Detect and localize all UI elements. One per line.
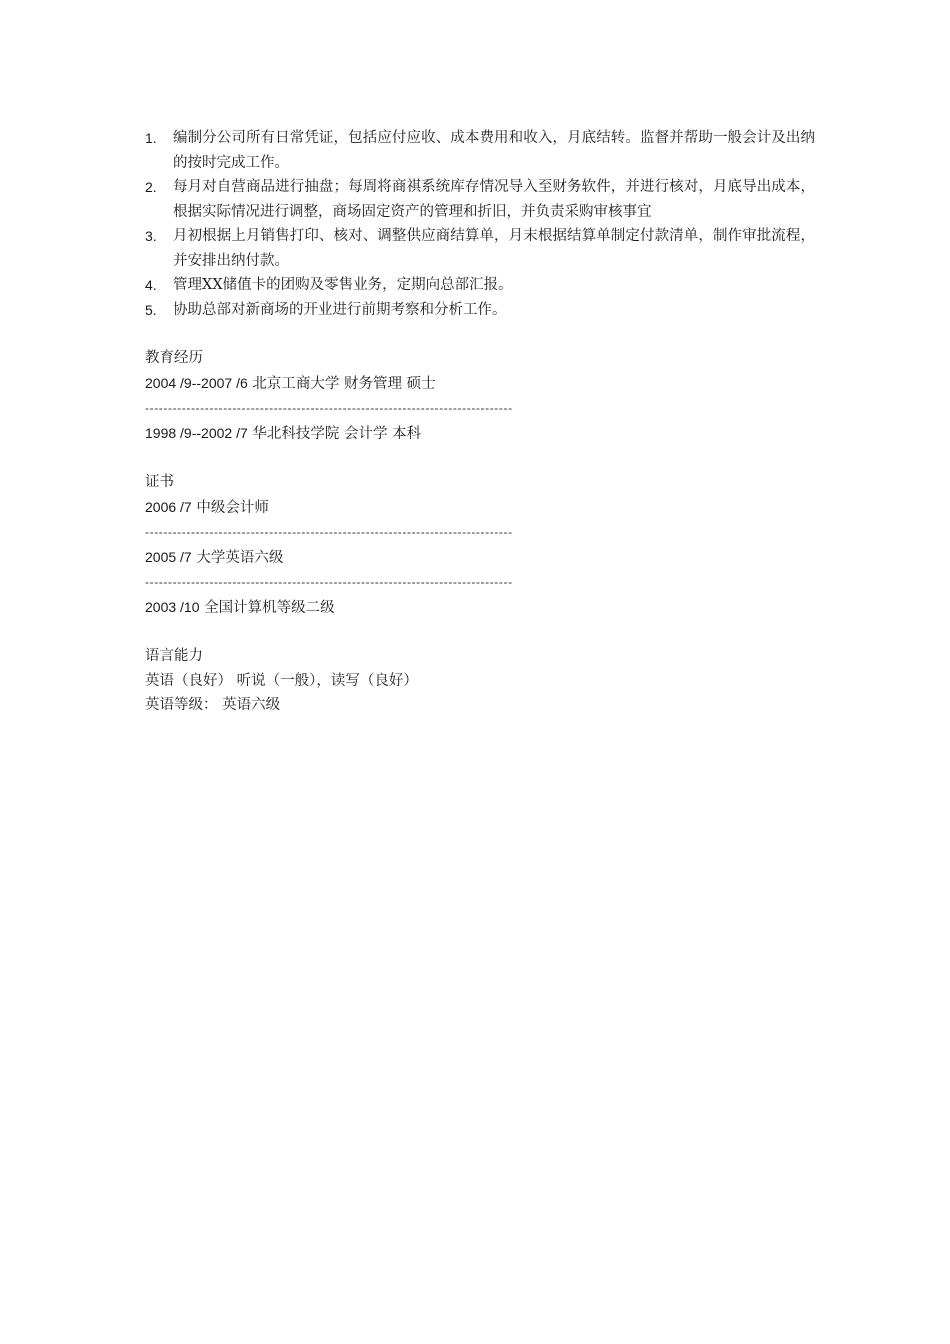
list-item <box>145 224 815 273</box>
list-number: 1. <box>145 130 157 146</box>
entry-date: 1998 /9--2002 /7 <box>145 424 248 441</box>
list-item <box>145 126 815 175</box>
language-skills: 英语（良好） 听说（一般），读写（良好） <box>145 672 418 689</box>
separator-line: -------------------------------------------------------------------------------- <box>145 401 513 415</box>
entry-detail: 北京工商大学 财务管理 硕士 <box>252 375 436 392</box>
education-entry <box>145 421 815 447</box>
list-number: 4. <box>145 277 157 293</box>
education-section <box>145 346 815 446</box>
list-item <box>145 298 815 323</box>
duties-list <box>145 126 815 322</box>
list-number: 5. <box>145 301 157 318</box>
list-text: 月初根据上月销售打印、核对、调整供应商结算单，月末根据结算单制定付款清单，制作审批流程，并安排出纳付款。 <box>173 228 815 269</box>
list-text: 协助总部对新商场的开业进行前期考察和分析工作。 <box>173 301 507 318</box>
list-item <box>145 273 815 298</box>
entry-detail: 全国计算机等级二级 <box>204 599 335 616</box>
entry-date: 2005 /7 <box>145 548 192 565</box>
list-number: 3. <box>145 228 157 244</box>
certificates-section <box>145 470 815 620</box>
entry-date: 2003 /10 <box>145 598 200 615</box>
section-title-certificates: 证书 <box>145 474 174 490</box>
certificate-entry <box>145 595 815 621</box>
list-text: 每月对自营商品进行抽盘；每周将商祺系统库存情况导入至财务软件，并进行核对，月底导出成本，根据实际情况进行调整，商场固定资产的管理和折旧，并负责采购审核事宜 <box>173 179 815 220</box>
education-entry <box>145 371 815 397</box>
section-title-education: 教育经历 <box>145 350 203 366</box>
language-section <box>145 644 815 718</box>
entry-date: 2004 /9--2007 /6 <box>145 374 248 391</box>
separator-line: -------------------------------------------------------------------------------- <box>145 525 513 539</box>
list-item <box>145 175 815 224</box>
entry-detail: 中级会计师 <box>196 499 269 516</box>
language-level: 英语等级： 英语六级 <box>145 697 281 713</box>
section-title-language: 语言能力 <box>145 648 203 664</box>
certificate-entry <box>145 495 815 521</box>
resume-page <box>145 126 815 718</box>
list-number: 2. <box>145 179 157 195</box>
entry-detail: 大学英语六级 <box>196 549 284 566</box>
entry-detail: 华北科技学院 会计学 本科 <box>252 425 422 442</box>
entry-date: 2006 /7 <box>145 498 192 515</box>
certificate-entry <box>145 545 815 571</box>
list-text: 编制分公司所有日常凭证，包括应付应收、成本费用和收入，月底结转。监督并帮助一般会计及出纳的按时完成工作。 <box>173 130 815 171</box>
separator-line: -------------------------------------------------------------------------------- <box>145 575 513 589</box>
list-text: 管理XX储值卡的团购及零售业务，定期向总部汇报。 <box>173 277 513 293</box>
